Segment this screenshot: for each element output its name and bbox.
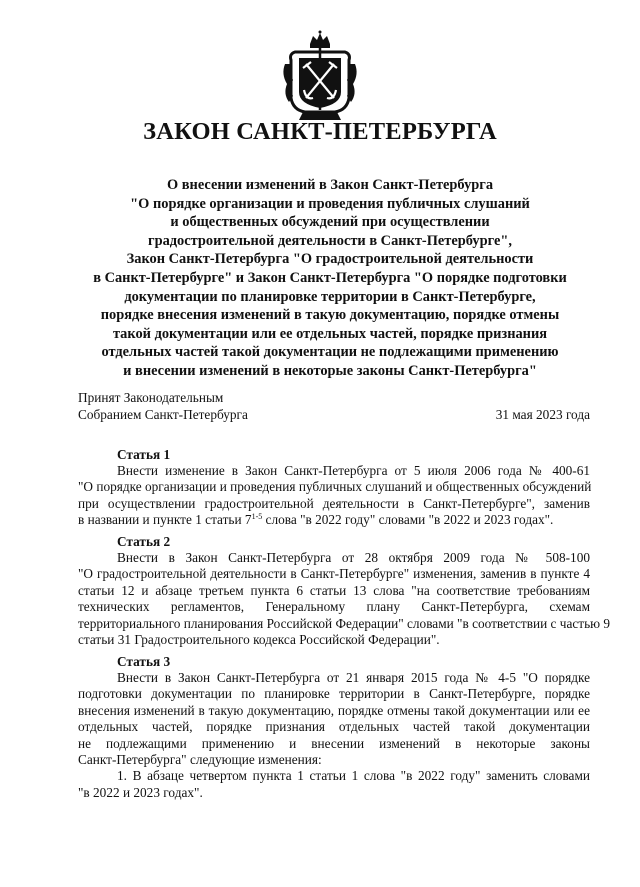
article-1-text <box>78 463 590 529</box>
text-line: статьи 12 и абзаце третьем пункта 6 статьи 13 слова "на соответствие требованиям <box>78 582 590 598</box>
text-line: "О порядке организации и проведения публичных слушаний и общественных обсуждений <box>78 479 592 495</box>
text-line: не подлежащими применению и внесении изменений в некоторые законы <box>78 735 590 751</box>
subtitle-line: градостроительной деятельности в Санкт-Петербурге", <box>148 232 512 249</box>
adoption-line: Принят Законодательным <box>78 390 224 405</box>
subtitle-line: документации по планировке территории в Санкт-Петербурге, <box>124 288 536 305</box>
text-line: "в 2022 и 2023 годах". <box>78 784 203 800</box>
superscript-index: 1-5 <box>251 512 263 522</box>
coat-of-arms-emblem <box>279 30 361 122</box>
text-line: Внести в Закон Санкт-Петербурга от 28 октября 2009 года № 508-100 <box>117 550 590 565</box>
article-2-text <box>78 550 611 648</box>
subtitle-line: и общественных обсуждений при осуществлении <box>170 214 490 231</box>
subtitle-line: Закон Санкт-Петербурга "О градостроительной деятельности <box>126 251 534 268</box>
text-line: Внести в Закон Санкт-Петербурга от 21 января 2015 года № 4-5 "О порядке <box>117 670 590 685</box>
text-fragment: слова "в 2022 году" словами "в 2022 и 2023 годах". <box>262 512 554 528</box>
subtitle-line: такой документации или ее отдельных частей, порядке признания <box>112 325 548 342</box>
text-line: 1. В абзаце четвертом пункта 1 статьи 1 слова "в 2022 году" заменить словами <box>117 768 590 784</box>
crown-icon <box>310 31 330 49</box>
subtitle-line: в Санкт-Петербурге" и Закон Санкт-Петербурга "О порядке подготовки <box>93 269 567 286</box>
text-line: Санкт-Петербурга" следующие изменения: <box>78 751 322 767</box>
article-2-heading: Статья 2 <box>117 534 171 549</box>
law-subtitle <box>70 176 590 381</box>
subtitle-line: и внесении изменений в некоторые законы Санкт-Петербурга" <box>123 362 537 379</box>
text-line: отдельных частей, порядке признания отдельных частей такой документации <box>78 719 590 735</box>
text-line: внесения изменений в такую документацию, порядке отмены такой документации или ее <box>78 702 590 718</box>
article-3-text <box>78 670 590 801</box>
law-title: ЗАКОН САНКТ-ПЕТЕРБУРГА <box>143 118 497 145</box>
text-line: статьи 31 Градостроительного кодекса Российской Федерации". <box>78 631 440 647</box>
subtitle-line: "О порядке организации и проведения публичных слушаний <box>130 195 530 212</box>
adoption-block <box>78 390 248 423</box>
article-1-heading: Статья 1 <box>117 447 171 462</box>
text-line <box>78 512 590 528</box>
text-line: технических регламентов, Генеральному плану Санкт-Петербурга, схемам <box>78 599 590 615</box>
text-line: при осуществлении градостроительной деятельности в Санкт-Петербурге", заменив <box>78 495 590 511</box>
adoption-line: Собранием Санкт-Петербурга <box>78 406 248 422</box>
adoption-date: 31 мая 2023 года <box>495 406 590 422</box>
text-line: Внести изменение в Закон Санкт-Петербурга от 5 июля 2006 года № 400-61 <box>117 463 590 478</box>
text-line: подготовки документации по планировке территории в Санкт-Петербурге, порядке <box>78 686 590 702</box>
subtitle-line: О внесении изменений в Закон Санкт-Петербурга <box>166 177 494 193</box>
text-fragment: в названии и пункте 1 статьи 7 <box>78 512 252 528</box>
text-line: "О градостроительной деятельности в Санкт-Петербурге" изменения, заменив в пункте 4 <box>78 566 590 582</box>
subtitle-line: отдельных частей такой документации не подлежащими применению <box>101 344 559 361</box>
text-line: территориального планирования Российской Федерации" словами "в соответствии с частью 9 <box>78 615 611 631</box>
article-3-heading: Статья 3 <box>117 654 171 669</box>
subtitle-line: порядке внесения изменений в такую документацию, порядке отмены <box>100 307 560 324</box>
